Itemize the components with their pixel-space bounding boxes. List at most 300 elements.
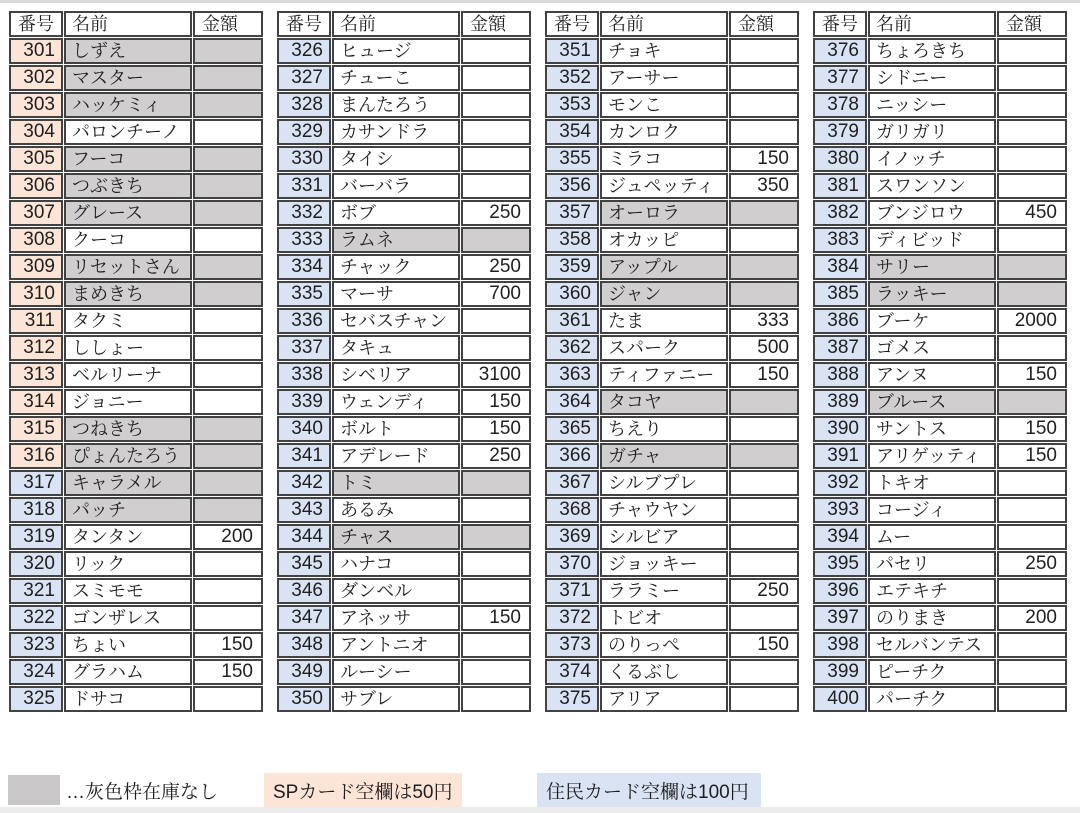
name-cell: ラッキー — [868, 281, 996, 307]
name-cell: ディビッド — [868, 227, 996, 253]
number-cell: 396 — [813, 578, 867, 604]
table-row — [545, 497, 799, 523]
price-cell — [997, 146, 1067, 172]
name-cell: ボブ — [332, 200, 460, 226]
table-row — [277, 200, 531, 226]
number-cell: 393 — [813, 497, 867, 523]
name-cell: ラムネ — [332, 227, 460, 253]
table-row — [9, 65, 263, 91]
price-cell — [997, 497, 1067, 523]
number-cell: 339 — [277, 389, 331, 415]
price-cell — [193, 578, 263, 604]
price-cell — [193, 308, 263, 334]
table-row — [277, 551, 531, 577]
number-cell: 373 — [545, 632, 599, 658]
number-cell: 370 — [545, 551, 599, 577]
name-cell: くるぶし — [600, 659, 728, 685]
price-cell — [461, 632, 531, 658]
price-cell — [461, 65, 531, 91]
name-column-header: 名前 — [868, 11, 996, 37]
legend-gray-note: …灰色枠在庫なし — [66, 782, 219, 803]
name-cell: イノッチ — [868, 146, 996, 172]
name-cell: アネッサ — [332, 605, 460, 631]
price-cell — [193, 146, 263, 172]
number-cell: 345 — [277, 551, 331, 577]
table-row — [545, 119, 799, 145]
name-cell: まめきち — [64, 281, 192, 307]
price-cell: 200 — [193, 524, 263, 550]
name-cell: ミラコ — [600, 146, 728, 172]
name-cell: スパーク — [600, 335, 728, 361]
table-row — [545, 524, 799, 550]
table-row — [545, 659, 799, 685]
header-row — [545, 11, 799, 37]
number-cell: 355 — [545, 146, 599, 172]
price-cell — [193, 200, 263, 226]
price-cell — [461, 119, 531, 145]
name-cell: パーチク — [868, 686, 996, 712]
table-row — [545, 227, 799, 253]
price-cell — [997, 335, 1067, 361]
number-cell: 368 — [545, 497, 599, 523]
table-row — [277, 362, 531, 388]
number-cell: 383 — [813, 227, 867, 253]
price-cell — [193, 362, 263, 388]
name-cell: グレース — [64, 200, 192, 226]
number-cell: 350 — [277, 686, 331, 712]
name-cell: ハナコ — [332, 551, 460, 577]
name-cell: ジョニー — [64, 389, 192, 415]
number-cell: 304 — [9, 119, 63, 145]
price-cell — [997, 389, 1067, 415]
table-row — [277, 65, 531, 91]
price-cell — [997, 254, 1067, 280]
number-cell: 321 — [9, 578, 63, 604]
table-row — [277, 227, 531, 253]
table-row — [277, 605, 531, 631]
legend-resident-note: 住民カード空欄は100円 — [537, 773, 761, 809]
table-row — [813, 335, 1067, 361]
number-cell: 400 — [813, 686, 867, 712]
number-cell: 359 — [545, 254, 599, 280]
number-cell: 382 — [813, 200, 867, 226]
number-cell: 365 — [545, 416, 599, 442]
number-cell: 386 — [813, 308, 867, 334]
price-cell — [729, 389, 799, 415]
number-cell: 338 — [277, 362, 331, 388]
number-cell: 379 — [813, 119, 867, 145]
number-cell: 336 — [277, 308, 331, 334]
price-cell: 500 — [729, 335, 799, 361]
table-row — [813, 524, 1067, 550]
number-cell: 360 — [545, 281, 599, 307]
price-cell — [461, 578, 531, 604]
price-cell: 150 — [461, 416, 531, 442]
number-cell: 352 — [545, 65, 599, 91]
number-cell: 372 — [545, 605, 599, 631]
name-cell: キャラメル — [64, 470, 192, 496]
header-row — [277, 11, 531, 37]
price-cell — [729, 659, 799, 685]
legend — [0, 773, 1080, 807]
table-row — [277, 281, 531, 307]
table-row — [277, 686, 531, 712]
table-row — [277, 497, 531, 523]
price-cell — [997, 227, 1067, 253]
table-row — [9, 416, 263, 442]
price-column-header: 金額 — [193, 11, 263, 37]
number-cell: 356 — [545, 173, 599, 199]
table-row — [9, 92, 263, 118]
legend-sp-note: SPカード空欄は50円 — [264, 773, 462, 809]
name-cell: コージィ — [868, 497, 996, 523]
name-cell: のりまき — [868, 605, 996, 631]
name-cell: アンヌ — [868, 362, 996, 388]
table-row — [9, 38, 263, 64]
price-cell: 333 — [729, 308, 799, 334]
table-row — [545, 578, 799, 604]
name-cell: シルビア — [600, 524, 728, 550]
number-cell: 342 — [277, 470, 331, 496]
price-cell — [997, 281, 1067, 307]
name-cell: シドニー — [868, 65, 996, 91]
number-cell: 343 — [277, 497, 331, 523]
number-cell: 374 — [545, 659, 599, 685]
table-row — [277, 146, 531, 172]
price-cell — [729, 38, 799, 64]
table-row — [9, 227, 263, 253]
name-cell: マスター — [64, 65, 192, 91]
table-row — [545, 605, 799, 631]
name-cell: トミ — [332, 470, 460, 496]
price-cell: 350 — [729, 173, 799, 199]
price-cell — [729, 524, 799, 550]
header-row — [9, 11, 263, 37]
number-cell: 377 — [813, 65, 867, 91]
name-cell: サブレ — [332, 686, 460, 712]
name-cell: アリゲッティ — [868, 443, 996, 469]
table-row — [277, 443, 531, 469]
number-cell: 387 — [813, 335, 867, 361]
price-cell — [729, 605, 799, 631]
name-cell: ニッシー — [868, 92, 996, 118]
price-cell: 150 — [461, 389, 531, 415]
name-cell: パッチ — [64, 497, 192, 523]
name-cell: ピーチク — [868, 659, 996, 685]
price-cell: 450 — [997, 200, 1067, 226]
name-cell: ベルリーナ — [64, 362, 192, 388]
table-row — [813, 389, 1067, 415]
price-cell — [461, 686, 531, 712]
number-cell: 389 — [813, 389, 867, 415]
number-cell: 326 — [277, 38, 331, 64]
table-row — [545, 92, 799, 118]
name-cell: ティファニー — [600, 362, 728, 388]
table-row — [9, 470, 263, 496]
table-row — [545, 146, 799, 172]
table-row — [545, 362, 799, 388]
table-row — [9, 308, 263, 334]
price-table-group-2 — [276, 10, 532, 713]
name-cell: ガチャ — [600, 443, 728, 469]
table-row — [9, 362, 263, 388]
name-cell: ヒュージ — [332, 38, 460, 64]
number-cell: 330 — [277, 146, 331, 172]
price-column-header: 金額 — [729, 11, 799, 37]
number-cell: 390 — [813, 416, 867, 442]
name-cell: ジュペッティ — [600, 173, 728, 199]
number-cell: 364 — [545, 389, 599, 415]
table-row — [813, 632, 1067, 658]
name-cell: モンこ — [600, 92, 728, 118]
number-cell: 311 — [9, 308, 63, 334]
table-row — [813, 551, 1067, 577]
price-cell — [461, 92, 531, 118]
price-cell: 250 — [461, 254, 531, 280]
name-cell: チャス — [332, 524, 460, 550]
price-cell — [461, 497, 531, 523]
number-cell: 366 — [545, 443, 599, 469]
number-cell: 347 — [277, 605, 331, 631]
table-row — [277, 92, 531, 118]
name-cell: つぶきち — [64, 173, 192, 199]
name-cell: チャウヤン — [600, 497, 728, 523]
price-cell: 250 — [461, 443, 531, 469]
name-cell: マーサ — [332, 281, 460, 307]
table-row — [9, 524, 263, 550]
number-cell: 369 — [545, 524, 599, 550]
number-cell: 306 — [9, 173, 63, 199]
price-cell — [997, 173, 1067, 199]
number-cell: 317 — [9, 470, 63, 496]
name-cell: サリー — [868, 254, 996, 280]
number-cell: 313 — [9, 362, 63, 388]
number-cell: 318 — [9, 497, 63, 523]
name-cell: アップル — [600, 254, 728, 280]
price-cell — [997, 686, 1067, 712]
table-row — [9, 119, 263, 145]
price-cell: 150 — [997, 362, 1067, 388]
price-cell — [461, 38, 531, 64]
price-cell — [193, 119, 263, 145]
price-cell: 250 — [997, 551, 1067, 577]
name-cell: しずえ — [64, 38, 192, 64]
number-cell: 303 — [9, 92, 63, 118]
number-column-header: 番号 — [545, 11, 599, 37]
table-row — [277, 335, 531, 361]
price-cell — [997, 659, 1067, 685]
table-row — [545, 281, 799, 307]
number-cell: 323 — [9, 632, 63, 658]
number-cell: 375 — [545, 686, 599, 712]
name-column-header: 名前 — [600, 11, 728, 37]
table-row — [813, 200, 1067, 226]
price-cell: 700 — [461, 281, 531, 307]
name-cell: タコヤ — [600, 389, 728, 415]
table-row — [9, 497, 263, 523]
price-table-group-4 — [812, 10, 1068, 713]
table-row — [277, 38, 531, 64]
name-cell: リック — [64, 551, 192, 577]
number-cell: 385 — [813, 281, 867, 307]
price-cell — [461, 146, 531, 172]
price-cell: 150 — [461, 605, 531, 631]
number-cell: 305 — [9, 146, 63, 172]
name-cell: ブーケ — [868, 308, 996, 334]
price-cell — [997, 65, 1067, 91]
name-cell: あるみ — [332, 497, 460, 523]
number-cell: 333 — [277, 227, 331, 253]
header-row — [813, 11, 1067, 37]
table-row — [545, 173, 799, 199]
price-table-area — [8, 10, 1068, 713]
table-row — [277, 470, 531, 496]
number-cell: 353 — [545, 92, 599, 118]
name-cell: ゴンザレス — [64, 605, 192, 631]
number-cell: 314 — [9, 389, 63, 415]
name-cell: タクミ — [64, 308, 192, 334]
table-row — [9, 389, 263, 415]
number-cell: 348 — [277, 632, 331, 658]
table-row — [545, 308, 799, 334]
price-cell: 150 — [997, 416, 1067, 442]
table-row — [813, 146, 1067, 172]
price-cell — [729, 416, 799, 442]
price-cell: 200 — [997, 605, 1067, 631]
number-cell: 320 — [9, 551, 63, 577]
price-cell — [729, 119, 799, 145]
name-cell: ブンジロウ — [868, 200, 996, 226]
table-row — [9, 578, 263, 604]
name-cell: ぴょんたろう — [64, 443, 192, 469]
price-cell — [461, 335, 531, 361]
page-top-edge — [0, 0, 1080, 3]
name-cell: スミモモ — [64, 578, 192, 604]
table-row — [813, 470, 1067, 496]
number-cell: 371 — [545, 578, 599, 604]
name-cell: スワンソン — [868, 173, 996, 199]
price-cell — [729, 443, 799, 469]
number-cell: 395 — [813, 551, 867, 577]
number-cell: 327 — [277, 65, 331, 91]
name-cell: ちょろきち — [868, 38, 996, 64]
price-cell — [461, 173, 531, 199]
table-row — [277, 578, 531, 604]
table-row — [9, 200, 263, 226]
table-row — [545, 335, 799, 361]
price-cell: 150 — [997, 443, 1067, 469]
number-cell: 376 — [813, 38, 867, 64]
price-cell — [461, 551, 531, 577]
table-row — [9, 551, 263, 577]
table-row — [813, 173, 1067, 199]
price-cell — [193, 335, 263, 361]
name-cell: ハッケミィ — [64, 92, 192, 118]
number-cell: 325 — [9, 686, 63, 712]
number-cell: 391 — [813, 443, 867, 469]
price-cell: 150 — [729, 632, 799, 658]
table-row — [9, 686, 263, 712]
number-cell: 346 — [277, 578, 331, 604]
price-cell — [461, 470, 531, 496]
name-cell: ちえり — [600, 416, 728, 442]
name-cell: カサンドラ — [332, 119, 460, 145]
number-cell: 310 — [9, 281, 63, 307]
price-cell — [997, 119, 1067, 145]
name-cell: シルブプレ — [600, 470, 728, 496]
number-cell: 324 — [9, 659, 63, 685]
price-cell: 250 — [729, 578, 799, 604]
name-cell: タキュ — [332, 335, 460, 361]
price-cell — [997, 38, 1067, 64]
number-cell: 363 — [545, 362, 599, 388]
price-cell — [729, 227, 799, 253]
number-cell: 358 — [545, 227, 599, 253]
price-cell — [729, 686, 799, 712]
number-cell: 331 — [277, 173, 331, 199]
number-cell: 398 — [813, 632, 867, 658]
name-cell: パロンチーノ — [64, 119, 192, 145]
number-cell: 357 — [545, 200, 599, 226]
table-row — [277, 254, 531, 280]
price-cell — [193, 173, 263, 199]
price-cell — [729, 92, 799, 118]
name-cell: バーバラ — [332, 173, 460, 199]
price-cell — [193, 389, 263, 415]
number-cell: 361 — [545, 308, 599, 334]
name-cell: ボルト — [332, 416, 460, 442]
name-cell: ゴメス — [868, 335, 996, 361]
name-cell: ダンベル — [332, 578, 460, 604]
price-cell — [997, 524, 1067, 550]
table-row — [813, 92, 1067, 118]
table-row — [813, 362, 1067, 388]
price-cell — [729, 470, 799, 496]
table-row — [9, 659, 263, 685]
table-row — [545, 254, 799, 280]
name-cell: ちょい — [64, 632, 192, 658]
number-cell: 354 — [545, 119, 599, 145]
price-cell — [193, 227, 263, 253]
number-cell: 301 — [9, 38, 63, 64]
number-cell: 302 — [9, 65, 63, 91]
price-cell — [193, 281, 263, 307]
price-cell — [461, 227, 531, 253]
name-cell: ガリガリ — [868, 119, 996, 145]
price-cell — [997, 470, 1067, 496]
price-cell — [193, 686, 263, 712]
table-row — [545, 686, 799, 712]
table-row — [813, 254, 1067, 280]
number-cell: 394 — [813, 524, 867, 550]
price-cell — [729, 200, 799, 226]
price-cell: 250 — [461, 200, 531, 226]
number-cell: 308 — [9, 227, 63, 253]
name-cell: アリア — [600, 686, 728, 712]
table-row — [813, 443, 1067, 469]
table-row — [545, 38, 799, 64]
table-row — [813, 605, 1067, 631]
table-row — [9, 146, 263, 172]
name-cell: リセットさん — [64, 254, 192, 280]
table-row — [813, 119, 1067, 145]
name-cell: ウェンディ — [332, 389, 460, 415]
number-cell: 367 — [545, 470, 599, 496]
price-cell: 3100 — [461, 362, 531, 388]
number-cell: 322 — [9, 605, 63, 631]
price-cell — [193, 65, 263, 91]
page-bottom-edge — [0, 807, 1080, 813]
